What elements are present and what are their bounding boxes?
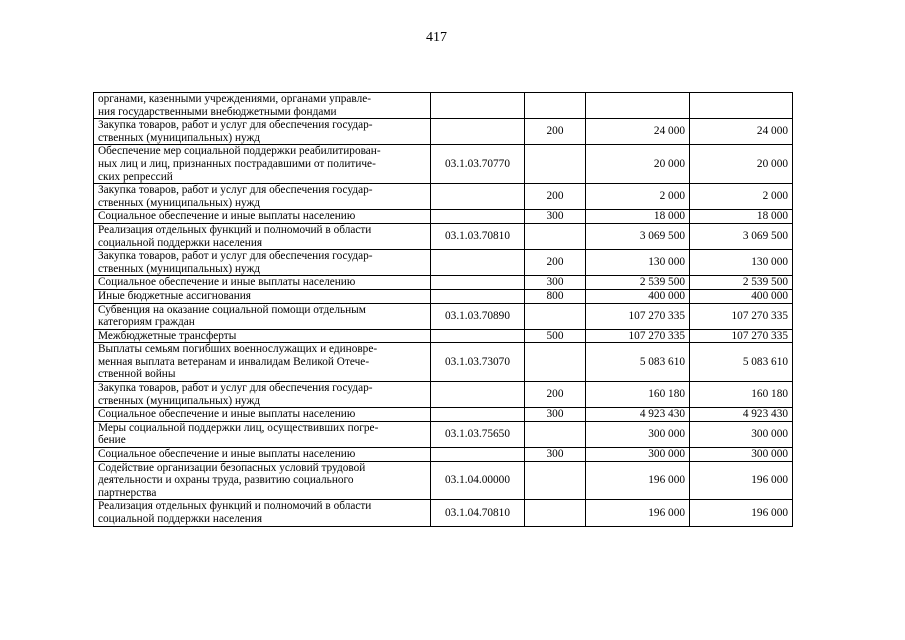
table-row bbox=[94, 93, 793, 119]
budget-table bbox=[93, 92, 793, 527]
row-expense-type bbox=[525, 93, 586, 119]
row-amount-2: 196 000 bbox=[690, 461, 793, 500]
row-amount-1: 24 000 bbox=[586, 119, 690, 145]
row-amount-1: 3 069 500 bbox=[586, 223, 690, 249]
row-name-line: социальной поддержки населения bbox=[98, 513, 263, 525]
row-expense-type bbox=[525, 500, 586, 526]
row-name-line: Реализация отдельных функций и полномочий в области bbox=[98, 223, 372, 236]
row-name bbox=[94, 461, 431, 500]
row-amount-2: 107 270 335 bbox=[690, 329, 793, 343]
row-name-line: Закупка товаров, работ и услуг для обеспечения государ- bbox=[98, 184, 373, 197]
row-expense-type bbox=[525, 461, 586, 500]
row-code bbox=[431, 408, 525, 422]
row-amount-1: 196 000 bbox=[586, 500, 690, 526]
row-amount-2: 5 083 610 bbox=[690, 343, 793, 382]
row-amount-2: 300 000 bbox=[690, 421, 793, 447]
row-amount-2: 160 180 bbox=[690, 382, 793, 408]
row-expense-type: 300 bbox=[525, 408, 586, 422]
row-amount-1: 20 000 bbox=[586, 145, 690, 184]
row-amount-1: 5 083 610 bbox=[586, 343, 690, 382]
row-name-line: ственных (муниципальных) нужд bbox=[98, 262, 261, 275]
row-name-line: партнерства bbox=[98, 486, 157, 499]
row-name-line: органами, казенными учреждениями, органами управле- bbox=[98, 93, 372, 105]
table-row bbox=[94, 329, 793, 343]
row-code: 03.1.04.70810 bbox=[431, 500, 525, 526]
row-expense-type bbox=[525, 145, 586, 184]
row-code: 03.1.03.70890 bbox=[431, 303, 525, 329]
row-name-line: Обеспечение мер социальной поддержки реабилитирован- bbox=[98, 145, 381, 158]
row-expense-type bbox=[525, 223, 586, 249]
row-amount-1: 160 180 bbox=[586, 382, 690, 408]
table-row bbox=[94, 223, 793, 249]
row-name bbox=[94, 343, 431, 382]
row-code bbox=[431, 448, 525, 462]
row-amount-2: 130 000 bbox=[690, 250, 793, 276]
row-name bbox=[94, 184, 431, 210]
table-row bbox=[94, 145, 793, 184]
row-name-line: ных лиц и лиц, признанных пострадавшими от политиче- bbox=[98, 157, 376, 170]
row-code bbox=[431, 329, 525, 343]
row-name-line: ственных (муниципальных) нужд bbox=[98, 394, 261, 407]
row-amount-1: 18 000 bbox=[586, 210, 690, 224]
table-row bbox=[94, 119, 793, 145]
row-name-line: Содействие организации безопасных условий трудовой bbox=[98, 461, 366, 474]
row-amount-2: 3 069 500 bbox=[690, 223, 793, 249]
row-name-line: Иные бюджетные ассигнования bbox=[98, 289, 251, 302]
row-expense-type: 200 bbox=[525, 382, 586, 408]
row-amount-2: 4 923 430 bbox=[690, 408, 793, 422]
row-amount-1: 400 000 bbox=[586, 289, 690, 303]
row-name-line: Выплаты семьям погибших военнослужащих и единовре- bbox=[98, 343, 378, 356]
table-row bbox=[94, 276, 793, 290]
table-row bbox=[94, 408, 793, 422]
row-amount-2: 2 539 500 bbox=[690, 276, 793, 290]
row-code bbox=[431, 184, 525, 210]
row-name-line: Закупка товаров, работ и услуг для обеспечения государ- bbox=[98, 382, 373, 395]
row-name-line: категориям граждан bbox=[98, 316, 195, 329]
row-name bbox=[94, 145, 431, 184]
row-name bbox=[94, 448, 431, 462]
row-name-line: менная выплата ветеранам и инвалидам Великой Отече- bbox=[98, 355, 370, 368]
row-name bbox=[94, 408, 431, 422]
row-name-line: ственных (муниципальных) нужд bbox=[98, 196, 261, 209]
row-code bbox=[431, 382, 525, 408]
row-name-line: Закупка товаров, работ и услуг для обеспечения государ- bbox=[98, 119, 373, 132]
row-name bbox=[94, 289, 431, 303]
row-name-line: Реализация отдельных функций и полномочий в области bbox=[98, 500, 372, 513]
table-row bbox=[94, 382, 793, 408]
row-name-line: Социальное обеспечение и иные выплаты населению bbox=[98, 408, 356, 421]
row-amount-2: 24 000 bbox=[690, 119, 793, 145]
row-amount-1: 300 000 bbox=[586, 421, 690, 447]
row-amount-2: 107 270 335 bbox=[690, 303, 793, 329]
row-name-line: Межбюджетные трансферты bbox=[98, 329, 237, 342]
row-code: 03.1.03.70770 bbox=[431, 145, 525, 184]
row-name-line: Социальное обеспечение и иные выплаты населению bbox=[98, 276, 356, 289]
row-amount-1: 130 000 bbox=[586, 250, 690, 276]
row-name bbox=[94, 223, 431, 249]
row-name bbox=[94, 93, 431, 119]
row-name-line: ния государственными внебюджетными фондами bbox=[98, 105, 337, 118]
row-name-line: Социальное обеспечение и иные выплаты населению bbox=[98, 448, 356, 461]
row-amount-1: 107 270 335 bbox=[586, 303, 690, 329]
table-row bbox=[94, 461, 793, 500]
row-amount-1: 300 000 bbox=[586, 448, 690, 462]
row-amount-2: 300 000 bbox=[690, 448, 793, 462]
table-row bbox=[94, 303, 793, 329]
row-name bbox=[94, 119, 431, 145]
row-expense-type: 300 bbox=[525, 276, 586, 290]
row-name bbox=[94, 303, 431, 329]
page-number: 417 bbox=[426, 30, 447, 45]
row-amount-1: 2 000 bbox=[586, 184, 690, 210]
row-expense-type bbox=[525, 343, 586, 382]
row-expense-type: 500 bbox=[525, 329, 586, 343]
row-amount-1: 196 000 bbox=[586, 461, 690, 500]
row-amount-2: 196 000 bbox=[690, 500, 793, 526]
row-code: 03.1.04.00000 bbox=[431, 461, 525, 500]
row-name-line: Закупка товаров, работ и услуг для обеспечения государ- bbox=[98, 250, 373, 263]
row-amount-1: 107 270 335 bbox=[586, 329, 690, 343]
row-code: 03.1.03.70810 bbox=[431, 223, 525, 249]
row-code bbox=[431, 119, 525, 145]
row-expense-type: 300 bbox=[525, 448, 586, 462]
budget-table-body bbox=[94, 93, 793, 527]
table-row bbox=[94, 289, 793, 303]
table-row bbox=[94, 343, 793, 382]
table-row bbox=[94, 184, 793, 210]
row-expense-type bbox=[525, 303, 586, 329]
row-name bbox=[94, 382, 431, 408]
row-expense-type: 200 bbox=[525, 184, 586, 210]
row-expense-type: 200 bbox=[525, 250, 586, 276]
row-code bbox=[431, 210, 525, 224]
row-expense-type: 800 bbox=[525, 289, 586, 303]
row-code: 03.1.03.75650 bbox=[431, 421, 525, 447]
row-name-line: деятельности и охраны труда, развитию социального bbox=[98, 474, 354, 487]
row-name-line: ских репрессий bbox=[98, 170, 173, 183]
row-amount-1: 4 923 430 bbox=[586, 408, 690, 422]
table-row bbox=[94, 448, 793, 462]
row-name-line: социальной поддержки населения bbox=[98, 236, 263, 249]
row-name-line: Меры социальной поддержки лиц, осуществивших погре- bbox=[98, 421, 379, 434]
row-name-line: Социальное обеспечение и иные выплаты населению bbox=[98, 210, 356, 223]
row-name-line: ственной войны bbox=[98, 368, 176, 381]
row-amount-2: 2 000 bbox=[690, 184, 793, 210]
row-name bbox=[94, 500, 431, 526]
row-code bbox=[431, 250, 525, 276]
row-name-line: бение bbox=[98, 434, 126, 447]
row-code bbox=[431, 289, 525, 303]
table-row bbox=[94, 500, 793, 526]
row-amount-1: 2 539 500 bbox=[586, 276, 690, 290]
row-name-line: Субвенция на оказание социальной помощи отдельным bbox=[98, 303, 366, 316]
table-row bbox=[94, 210, 793, 224]
row-name bbox=[94, 329, 431, 343]
row-name bbox=[94, 250, 431, 276]
row-code bbox=[431, 93, 525, 119]
row-amount-2: 18 000 bbox=[690, 210, 793, 224]
row-amount-2: 400 000 bbox=[690, 289, 793, 303]
row-name-line: ственных (муниципальных) нужд bbox=[98, 131, 261, 144]
row-expense-type bbox=[525, 421, 586, 447]
row-code bbox=[431, 276, 525, 290]
row-amount-2 bbox=[690, 93, 793, 119]
row-name bbox=[94, 276, 431, 290]
row-name bbox=[94, 421, 431, 447]
row-name bbox=[94, 210, 431, 224]
row-expense-type: 200 bbox=[525, 119, 586, 145]
row-expense-type: 300 bbox=[525, 210, 586, 224]
table-row bbox=[94, 250, 793, 276]
row-code: 03.1.03.73070 bbox=[431, 343, 525, 382]
row-amount-2: 20 000 bbox=[690, 145, 793, 184]
row-amount-1 bbox=[586, 93, 690, 119]
table-row bbox=[94, 421, 793, 447]
